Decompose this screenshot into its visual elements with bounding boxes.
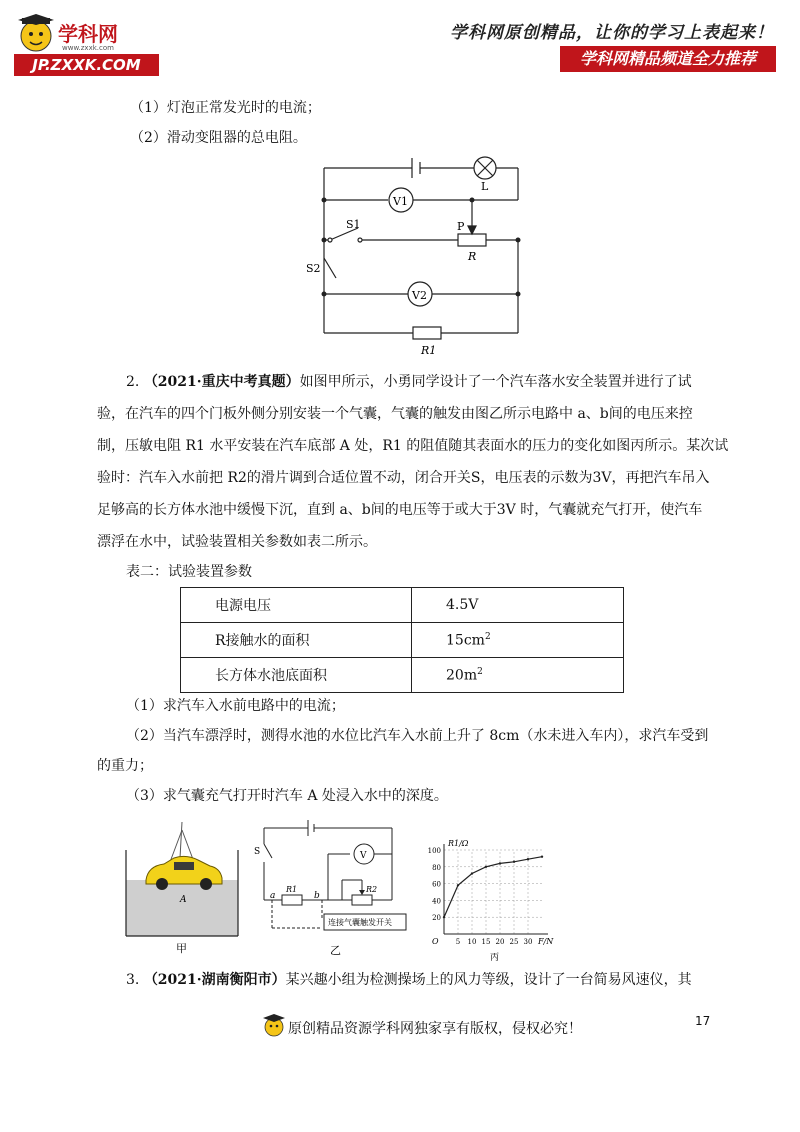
table-cell: $20m^2$ (412, 658, 624, 693)
chart-point (457, 884, 459, 886)
chart-y-tick-label: 80 (432, 863, 441, 872)
chart-y-tick-label: 60 (432, 880, 441, 889)
label-p: P (457, 220, 465, 233)
table-row (181, 658, 624, 693)
q2-sub2b: 的重力； (97, 758, 153, 774)
q1-circuit-diagram (300, 148, 540, 358)
q3-number: 3. (126, 972, 140, 988)
table-cell: R接触水的面积 (181, 623, 412, 658)
chart-origin-label: O (432, 937, 439, 946)
chart-y-axis-label: R1/Ω (448, 839, 469, 848)
label-r2-fig: R2 (366, 885, 378, 894)
chart-point (443, 916, 445, 918)
table-row (181, 623, 624, 658)
chart-x-tick-label: 20 (495, 938, 505, 946)
chart-point (513, 861, 515, 863)
chart-x-tick-label: 10 (467, 938, 477, 946)
label-s1: S1 (346, 218, 361, 231)
label-r: R (468, 250, 477, 263)
q2-para-4: 足够高的长方体水池中缓慢下沉，直到 a、b间的电压等于或大于3V 时，气囊就充气打开，使汽车 (97, 502, 703, 518)
caption-jia: 甲 (176, 942, 187, 955)
label-l: L (481, 180, 489, 193)
figure-jia-car (118, 820, 248, 960)
chart-x-tick-label: 15 (481, 938, 491, 946)
chart-point (541, 856, 543, 858)
chart-grid (444, 850, 542, 934)
footer-text: 原创精品资源学科网独家享有版权，侵权必究！ (288, 1021, 582, 1037)
logo (14, 14, 159, 76)
chart-y-tick-label: 40 (432, 897, 441, 906)
q2-source: （2021·重庆中考真题） (143, 374, 300, 390)
footer-mascot-icon (262, 1012, 286, 1038)
label-v: V (360, 851, 367, 861)
table-cell: 长方体水池底面积 (181, 658, 412, 693)
figure-bing-chart (418, 836, 562, 964)
chart-x-tick-label: 25 (509, 938, 519, 946)
params-table (180, 587, 624, 693)
chart-axes (444, 844, 548, 934)
q2-sub2a: （2）当汽车漂浮时，测得水池的水位比汽车入水前上升了 8cm（水未进入车内），求汽车受到 (126, 728, 709, 744)
chart-series-line (444, 857, 542, 918)
q2-first-line (126, 372, 692, 392)
mascot-icon (14, 14, 58, 54)
chart-point (527, 858, 529, 860)
label-r1-fig: R1 (286, 885, 298, 894)
chart-point (485, 866, 487, 868)
logo-text: 学科网 (58, 22, 118, 46)
chart-x-axis-label: F/N (538, 937, 554, 946)
chart-y-tick-label: 20 (432, 914, 441, 923)
table-cell: $15cm^2$ (412, 623, 624, 658)
figure-yi-circuit (252, 814, 414, 962)
header-slogan: 学科网原创精品，让你的学习上表起来！ (450, 23, 774, 43)
label-a: a (270, 891, 276, 901)
label-v1: V1 (393, 195, 408, 208)
label-switch-box: 连接气囊触发开关 (328, 918, 392, 927)
caption-yi: 乙 (330, 944, 341, 957)
q3-text: 某兴趣小组为检测操场上的风力等级，设计了一台简易风速仪，其 (285, 972, 692, 988)
chart-point (471, 872, 473, 874)
q1-line2: （2）滑动变阻器的总电阻。 (130, 130, 307, 146)
q2-para-1: 验，在汽车的四个门板外侧分别安装一个气囊，气囊的触发由图乙所示电路中 a、b间的电压来控 (97, 406, 693, 422)
q2-table-title: 表二：试验装置参数 (126, 564, 252, 580)
chart-x-tick-label: 30 (523, 938, 533, 946)
table-cell: 4.5V (412, 588, 624, 623)
logo-url: JP.ZXXK.COM (14, 54, 159, 76)
table-cell: 电源电压 (181, 588, 412, 623)
q1-line1: （1）灯泡正常发光时的电流； (130, 100, 321, 116)
q3-line (126, 970, 692, 990)
label-s2: S2 (306, 262, 321, 275)
chart-x-tick-label: 5 (455, 938, 461, 946)
label-a-point: A (180, 895, 187, 905)
chart-point (499, 862, 501, 864)
label-v2: V2 (412, 289, 427, 302)
label-r1: R1 (421, 344, 437, 357)
q3-source: （2021·湖南衡阳市） (143, 972, 286, 988)
chart-y-tick-label: 100 (427, 847, 441, 855)
page-number: 17 (695, 1014, 711, 1028)
q2-sub1: （1）求汽车入水前电路中的电流； (126, 698, 345, 714)
label-s: S (254, 847, 261, 857)
logo-small-url: www.zxxk.com (62, 44, 114, 52)
q2-para-5: 漂浮在水中，试验装置相关参数如表二所示。 (97, 534, 377, 550)
table-row (181, 588, 624, 623)
q2-para-3: 验时：汽车入水前把 R2的滑片调到合适位置不动，闭合开关S，电压表的示数为3V，再把汽车吊入 (97, 470, 710, 486)
label-b: b (314, 891, 320, 901)
q2-para-0: 如图甲所示，小勇同学设计了一个汽车落水安全装置并进行了试 (299, 374, 692, 390)
q2-para-2: 制，压敏电阻 R1 水平安装在汽车底部 A 处，R1 的阻值随其表面水的压力的变化如图丙所示。某次试 (97, 438, 729, 454)
q2-sub3: （3）求气囊充气打开时汽车 A 处浸入水中的深度。 (126, 788, 448, 804)
caption-bing: 丙 (490, 953, 500, 963)
header-banner: 学科网精品频道全力推荐 (560, 46, 776, 72)
q2-number: 2. (126, 374, 140, 390)
